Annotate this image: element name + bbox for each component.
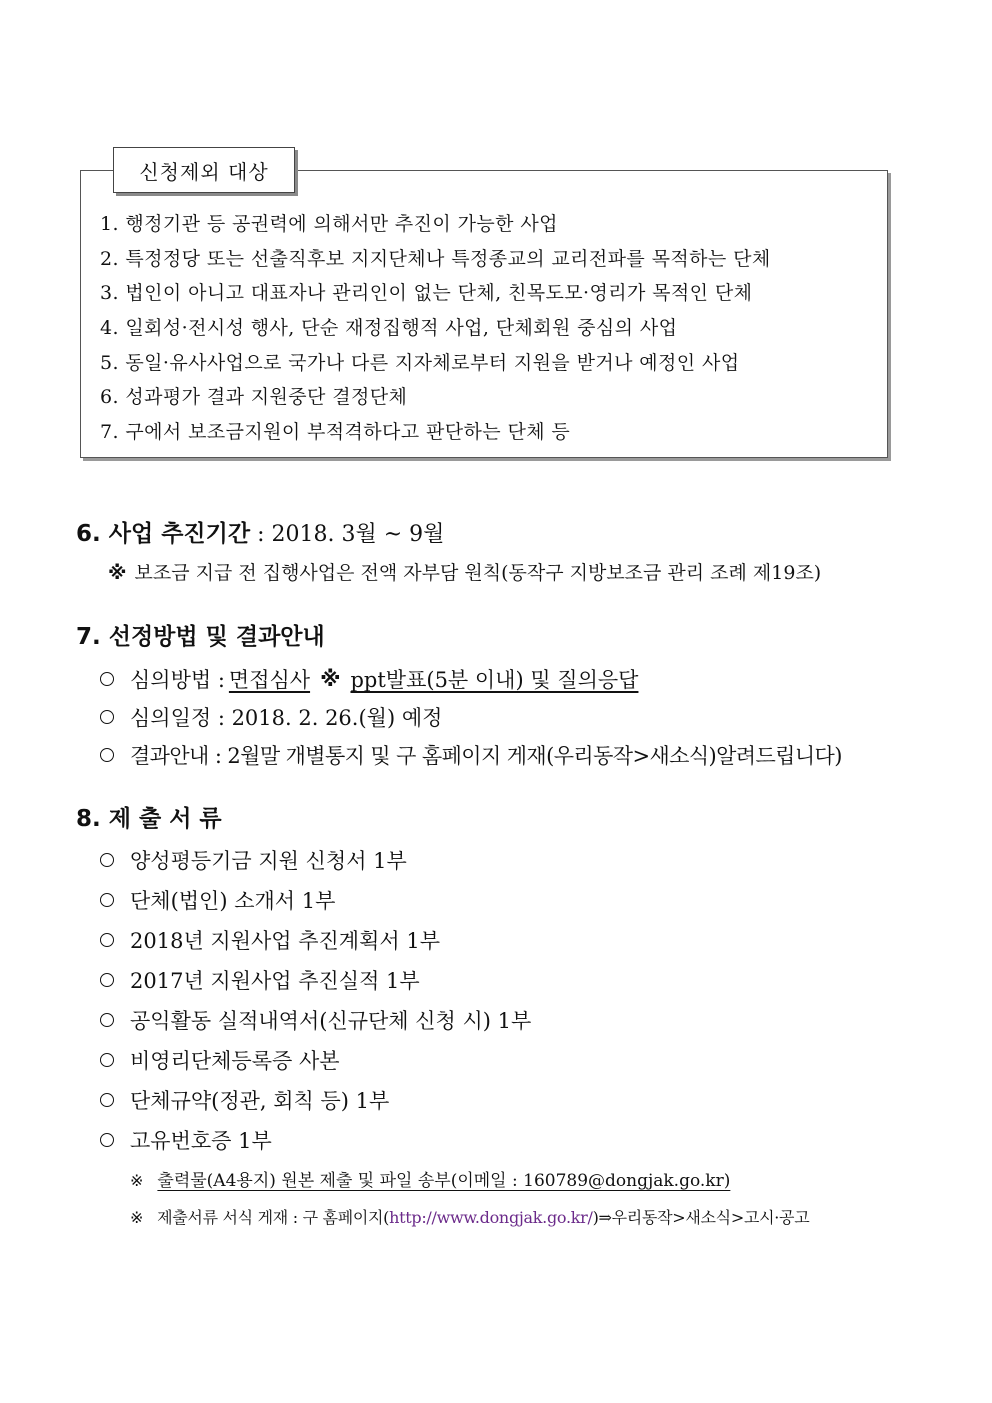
list-item — [100, 1000, 531, 1040]
section7-list — [100, 660, 842, 774]
homepage-link[interactable]: http://www.dongjak.go.kr/ — [389, 1208, 593, 1227]
list-item — [100, 1120, 531, 1160]
note-mark: ※ — [130, 1208, 144, 1227]
list-item — [100, 920, 531, 960]
exclusion-title: 신청제외 대상 — [113, 147, 295, 193]
bullet-circle-icon — [100, 1013, 114, 1027]
bullet-circle-icon — [100, 1053, 114, 1067]
list-item — [100, 880, 531, 920]
method-extra: ppt발표(5분 이내) 및 질의응답 — [350, 668, 639, 692]
bullet-circle-icon — [100, 853, 114, 867]
note-item — [130, 1162, 809, 1199]
list-item — [100, 960, 531, 1000]
document-item: 2017년 지원사업 추진실적 1부 — [130, 969, 420, 993]
exclusion-item: 5. 동일·유사사업으로 국가나 다른 지자체로부터 지원을 받거나 예정인 사업 — [100, 351, 740, 374]
exclusion-item: 6. 성과평가 결과 지원중단 결정단체 — [100, 386, 408, 409]
section6-separator: : — [250, 522, 272, 547]
exclusion-list — [100, 207, 771, 450]
section6-note-text: 보조금 지급 전 집행사업은 전액 자부담 원칙(동작구 지방보조금 관리 조례 제19조) — [134, 562, 822, 584]
method-mark: ※ — [320, 667, 341, 691]
document-item: 단체규약(정관, 회칙 등) 1부 — [130, 1089, 390, 1113]
section6-period: 2018. 3월 ~ 9월 — [271, 522, 445, 547]
bullet-circle-icon — [100, 933, 114, 947]
document-item: 단체(법인) 소개서 1부 — [130, 889, 336, 913]
note2-prefix: 제출서류 서식 게재 : 구 홈페이지( — [157, 1208, 390, 1227]
note-mark: ※ — [130, 1171, 144, 1190]
list-item — [100, 698, 842, 736]
note2-suffix: )⇒우리동작>새소식>고시·공고 — [592, 1208, 810, 1227]
section6-note — [108, 558, 821, 585]
bullet-circle-icon — [100, 973, 114, 987]
bullet-circle-icon — [100, 748, 114, 762]
document-item: 비영리단체등록증 사본 — [130, 1049, 340, 1073]
section8-list — [100, 840, 531, 1160]
section6-heading — [76, 515, 444, 548]
note-mark: ※ — [108, 562, 127, 584]
section8-notes — [130, 1162, 809, 1236]
exclusion-item: 7. 구에서 보조금지원이 부적격하다고 판단하는 단체 등 — [100, 421, 571, 444]
bullet-circle-icon — [100, 710, 114, 724]
document-item: 양성평등기금 지원 신청서 1부 — [130, 849, 407, 873]
list-item — [100, 1080, 531, 1120]
method-value: 면접심사 — [228, 668, 311, 692]
list-item — [100, 840, 531, 880]
note1-text: 출력물(A4용지) 원본 제출 및 파일 송부(이메일 : 160789@dongjak.go.kr) — [157, 1171, 731, 1191]
document-item: 공익활동 실적내역서(신규단체 신청 시) 1부 — [130, 1009, 532, 1033]
exclusion-item: 3. 법인이 아니고 대표자나 관리인이 없는 단체, 친목도모·영리가 목적인 단체 — [100, 282, 753, 305]
section8-heading: 8. 제 출 서 류 — [76, 806, 222, 832]
exclusion-item: 4. 일회성·전시성 행사, 단순 재정집행적 사업, 단체회원 중심의 사업 — [100, 317, 678, 340]
bullet-circle-icon — [100, 1133, 114, 1147]
bullet-circle-icon — [100, 893, 114, 907]
bullet-circle-icon — [100, 672, 114, 686]
result-text: 결과안내 : 2월말 개별통지 및 구 홈페이지 게재(우리동작>새소식)알려드립니다) — [130, 744, 842, 768]
section7-heading: 7. 선정방법 및 결과안내 — [76, 624, 325, 650]
section6-title: 6. 사업 추진기간 — [76, 521, 251, 547]
exclusion-item: 1. 행정기관 등 공권력에 의해서만 추진이 가능한 사업 — [100, 213, 558, 235]
document-item: 2018년 지원사업 추진계획서 1부 — [130, 929, 440, 953]
bullet-circle-icon — [100, 1093, 114, 1107]
list-item — [100, 1040, 531, 1080]
list-item — [100, 736, 842, 774]
document-item: 고유번호증 1부 — [130, 1129, 272, 1153]
method-label: 심의방법 : — [130, 668, 225, 692]
exclusion-item: 2. 특정정당 또는 선출직후보 지지단체나 특정종교의 교리전파를 목적하는 단체 — [100, 247, 771, 270]
schedule-text: 심의일정 : 2018. 2. 26.(월) 예정 — [130, 706, 443, 730]
note-item — [130, 1199, 809, 1236]
list-item — [100, 660, 842, 698]
